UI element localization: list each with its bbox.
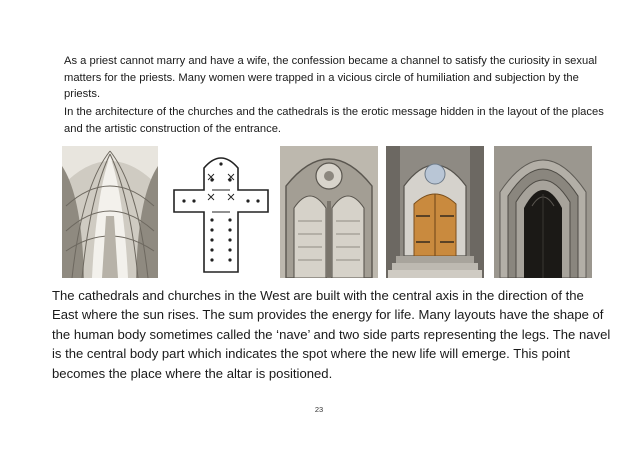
floor-plan-image xyxy=(172,150,270,274)
carved-gothic-portal-icon xyxy=(280,146,378,278)
intro-paragraph: As a priest cannot marry and have a wife, the confession became a channel to satisfy the curiosity in sexual matters for the priests. Many women were trapped in a vicious circle of humiliation and subjection by the priests. xyxy=(64,55,597,100)
wooden-arched-door-icon xyxy=(386,146,484,278)
wooden-door-image xyxy=(386,146,484,278)
architecture-paragraph: In the architecture of the churches and the cathedrals is the erotic message hidden in the layout of the places and the artistic construction of the entrance. xyxy=(64,106,604,135)
cathedral-floor-plan-icon xyxy=(172,150,270,274)
dark-gothic-doorway-icon xyxy=(494,146,592,278)
vaulted-nave-interior-icon xyxy=(62,146,158,278)
page-number: 23 xyxy=(314,405,324,414)
dark-doorway-image xyxy=(494,146,592,278)
cathedrals-paragraph: The cathedrals and churches in the West are built with the central axis in the direction of the East where the sun rises. The sum provides the energy for life. Many layouts have the shape of the human body sometimes called the ‘nave’ and two side parts representing the legs. The navel is the central body part which indicates the spot where the new life will emerge. This point becomes the place where the altar is positioned. xyxy=(52,288,611,381)
carved-portal-image xyxy=(280,146,378,278)
vaulted-nave-image xyxy=(62,146,158,278)
